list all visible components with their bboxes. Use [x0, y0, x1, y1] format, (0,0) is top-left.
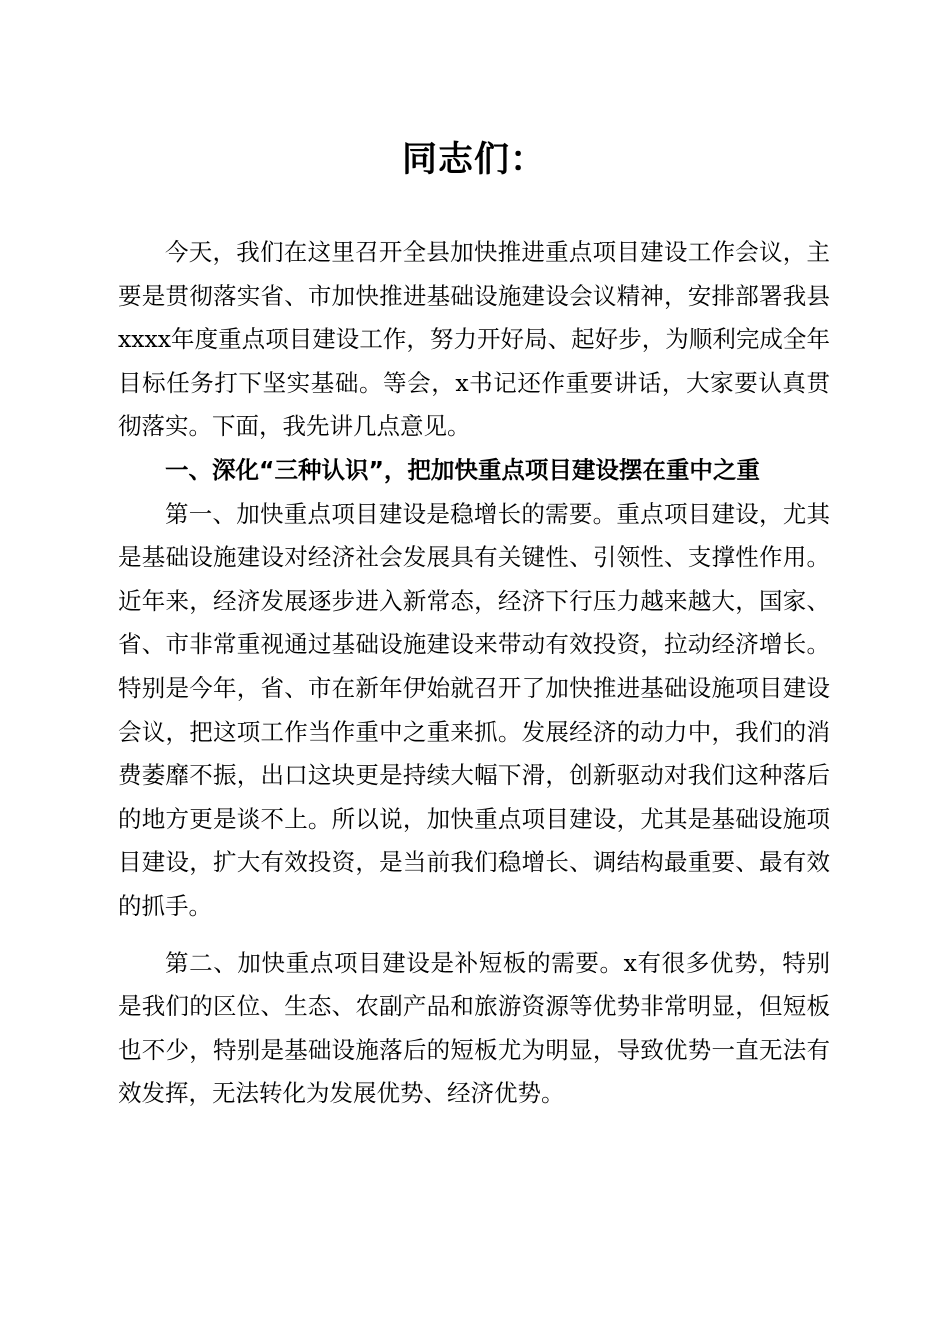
intro-paragraph: 今天，我们在这里召开全县加快推进重点项目建设工作会议，主要是贯彻落实省、市加快推进基础设施建设会议精神，安排部署我县xxxx年度重点项目建设工作，努力开好局、起好步，为顺利完成全年目标任务打下坚实基础。等会，x书记还作重要讲话，大家要认真贯彻落实。下面，我先讲几点意见。	[118, 238, 830, 441]
section-heading: 一、深化“三种认识”，把加快重点项目建设摆在重中之重	[165, 455, 760, 484]
paragraph-gap	[118, 929, 830, 942]
body-paragraph-2: 第二、加快重点项目建设是补短板的需要。x有很多优势，特别是我们的区位、生态、农副产品和旅游资源等优势非常明显，但短板也不少，特别是基础设施落后的短板尤为明显，导致优势一直无法有效发挥，无法转化为发展优势、经济优势。	[118, 948, 830, 1108]
document-body	[118, 231, 830, 1116]
body-paragraph-1: 第一、加快重点项目建设是稳增长的需要。重点项目建设，尤其是基础设施建设对经济社会发展具有关键性、引领性、支撑性作用。近年来，经济发展逐步进入新常态，经济下行压力越来越大，国家、省、市非常重视通过基础设施建设来带动有效投资，拉动经济增长。特别是今年，省、市在新年伊始就召开了加快推进基础设施项目建设会议，把这项工作当作重中之重来抓。发展经济的动力中，我们的消费萎靡不振，出口这块更是持续大幅下滑，创新驱动对我们这种落后的地方更是谈不上。所以说，加快重点项目建设，尤其是基础设施项目建设，扩大有效投资，是当前我们稳增长、调结构最重要、最有效的抓手。	[118, 499, 830, 920]
salutation-title: 同志们：	[401, 139, 546, 180]
